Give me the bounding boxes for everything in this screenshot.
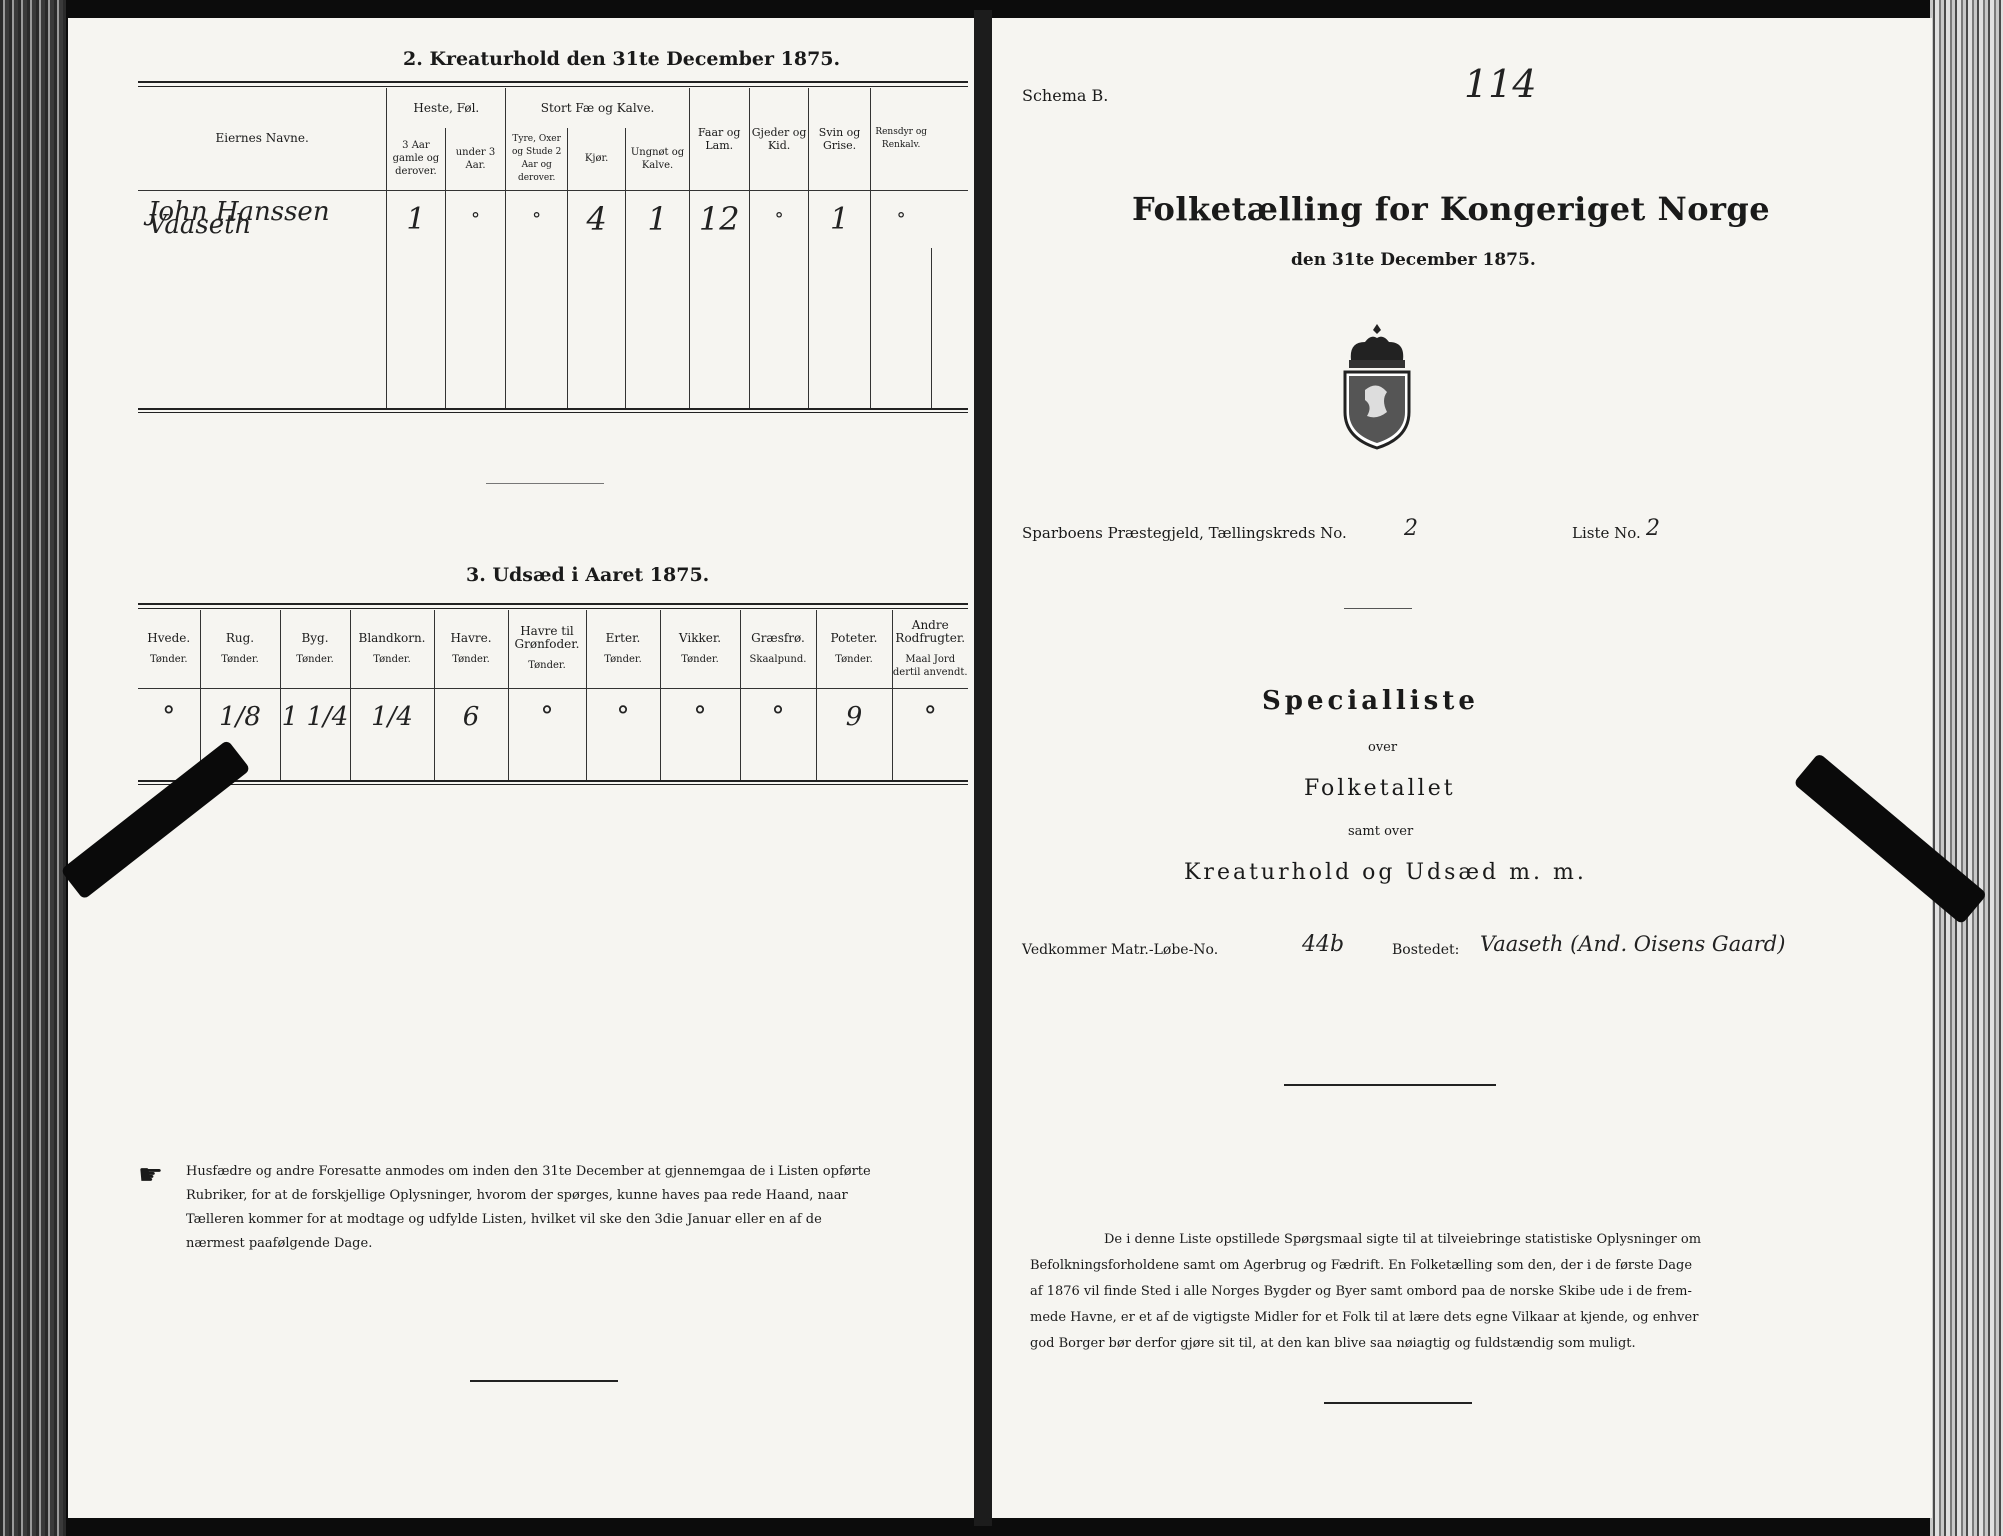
sowing-header-1 (200, 610, 280, 688)
subtitle: den 31te December 1875. (1291, 250, 1536, 270)
notice-line-4: nærmest paafølgende Dage. (186, 1236, 373, 1251)
gjeder-header: Gjeder og Kid. (749, 88, 809, 190)
sowing-header-name: Erter. (605, 630, 641, 645)
notice-line-3: Tælleren kommer for at modtage og udfylde Listen, hvilket vil ske den 3die Januar eller en af de (186, 1212, 822, 1227)
heading-kreaturhold: Kreaturhold og Udsæd m. m. (1184, 860, 1587, 885)
liste-no: 2 (1646, 516, 1660, 541)
sowing-header-name: Havre. (450, 630, 492, 645)
stort-a-cell: ° (506, 190, 568, 248)
sowing-header-unit: Tønder. (373, 653, 411, 665)
sowing-header-name: Havre til Grønfoder. (514, 624, 580, 652)
sowing-header-4 (434, 610, 508, 688)
kreds-no: 2 (1404, 516, 1418, 541)
schema-label: Schema B. (1022, 86, 1109, 105)
sowing-value-7: ° (660, 688, 740, 746)
sowing-header-5 (508, 610, 586, 688)
heste-header: Heste, Føl. (387, 88, 506, 128)
para-line-4: mede Havne, er et af de vigtigste Midler for et Folk til at lære dets egne Vilkaar at kjende, og enhver (1030, 1310, 1699, 1325)
rensdyr-cell: ° (870, 190, 932, 248)
stort-b-header: Kjør. (567, 128, 625, 190)
sowing-header-name: Græsfrø. (751, 630, 805, 645)
sowing-header-name: Poteter. (830, 630, 878, 645)
sowing-header-unit: Tønder. (149, 653, 188, 665)
sowing-header-unit: Tønder. (681, 653, 719, 665)
heste-b-cell: ° (445, 190, 506, 248)
pointing-hand-icon: ☛ (138, 1158, 164, 1191)
matr-label: Vedkommer Matr.-Løbe-No. (1022, 942, 1219, 958)
faar-cell: 12 (689, 190, 749, 248)
sowing-header-7 (660, 610, 740, 688)
sowing-header-name: Rug. (225, 630, 255, 645)
sowing-header-name: Hvede. (147, 630, 191, 645)
heste-b-header: under 3 Aar. (445, 128, 506, 190)
sowing-value-0: ° (138, 688, 200, 746)
book-edge-left (0, 0, 66, 1536)
parish-label: Sparboens Præstegjeld, Tællingskreds No. (1022, 524, 1347, 542)
right-page (984, 18, 1932, 1518)
stort-b-cell: 4 (567, 190, 625, 248)
sowing-header-name: Andre Rodfrugter. (895, 617, 966, 645)
stort-a-header: Tyre, Oxer og Stude 2 Aar og derover. (506, 128, 568, 190)
owner-header: Eiernes Navne. (138, 88, 387, 190)
sowing-header-unit: Maal Jord dertil anvendt. (892, 653, 968, 678)
sowing-value-4: 6 (434, 688, 508, 746)
livestock-table (138, 88, 968, 408)
over-1: over (1368, 740, 1398, 755)
section2-title: 2. Kreaturhold den 31te December 1875. (403, 48, 841, 70)
sowing-header-name: Blandkorn. (358, 630, 426, 645)
sowing-header-3 (350, 610, 434, 688)
para-line-2: Befolkningsforholdene samt om Agerbrug og Fædrift. En Folketælling som den, der i de første Dage (1030, 1258, 1693, 1273)
sowing-header-unit: Tønder. (221, 653, 259, 665)
main-title: Folketælling for Kongeriget Norge (1132, 190, 1771, 228)
notice-line-1: Husfædre og andre Foresatte anmodes om inden den 31te December at gjennemgaa de i Listen opførte (186, 1164, 871, 1179)
para-line-5: god Borger bør derfor gjøre sit til, at den kan blive saa nøiagtig og fuldstændig som muligt. (1030, 1336, 1636, 1351)
sowing-value-5: ° (508, 688, 586, 746)
rensdyr-header: Rensdyr og Renkalv. (870, 88, 932, 190)
page-number: 114 (1464, 62, 1537, 106)
sowing-header-9 (816, 610, 892, 688)
heading-specialliste: Specialliste (1262, 686, 1479, 716)
stort-header: Stort Fæ og Kalve. (506, 88, 689, 128)
sowing-header-8 (740, 610, 816, 688)
sowing-header-unit: Tønder. (528, 660, 566, 672)
sowing-value-3: 1/4 (350, 688, 434, 746)
sowing-header-unit: Tønder. (835, 653, 873, 665)
sowing-value-1: 1/8 (200, 688, 280, 746)
sowing-header-name: Vikker. (678, 630, 722, 645)
liste-label: Liste No. (1572, 524, 1641, 542)
sowing-value-10: ° (892, 688, 968, 746)
matr-no: 44b (1302, 932, 1345, 957)
sowing-header-0 (138, 610, 200, 688)
svin-header: Svin og Grise. (809, 88, 870, 190)
para-line-3: af 1876 vil finde Sted i alle Norges Bygder og Byer samt ombord paa de norske Skibe ude i de frem- (1030, 1284, 1692, 1299)
svin-cell: 1 (809, 190, 870, 248)
bosted-label: Bostedet: (1392, 942, 1460, 958)
section3-title: 3. Udsæd i Aaret 1875. (466, 564, 710, 586)
sowing-header-unit: Skaalpund. (749, 653, 807, 665)
gjeder-cell: ° (749, 190, 809, 248)
heading-folketallet: Folketallet (1304, 776, 1456, 801)
sowing-value-2: 1 1/4 (280, 688, 350, 746)
sowing-header-unit: Tønder. (604, 653, 642, 665)
para-line-1: De i denne Liste opstillede Spørgsmaal sigte til at tilveiebringe statistiske Oplysninger om (1104, 1232, 1702, 1247)
heste-a-cell: 1 (387, 190, 445, 248)
notice-line-2: Rubriker, for at de forskjellige Oplysninger, hvorom der spørges, kunne haves paa rede Haand, naar (186, 1188, 848, 1203)
stort-c-cell: 1 (626, 190, 689, 248)
owner-cell: John Hanssen Vaaseth (138, 190, 387, 248)
stort-c-header: Ungnøt og Kalve. (626, 128, 689, 190)
sowing-value-6: ° (586, 688, 660, 746)
faar-header: Faar og Lam. (689, 88, 749, 190)
book-edge-right (1930, 0, 2003, 1536)
sowing-header-name: Byg. (301, 630, 329, 645)
sowing-header-unit: Tønder. (452, 653, 490, 665)
book-gutter (974, 10, 992, 1526)
bosted-value: Vaaseth (And. Oisens Gaard) (1480, 932, 1786, 956)
sowing-header-unit: Tønder. (296, 653, 334, 665)
heste-a-header: 3 Aar gamle og derover. (387, 128, 445, 190)
coat-of-arms-icon (1337, 320, 1417, 450)
sowing-header-10 (892, 610, 968, 688)
sowing-table (138, 610, 968, 780)
sowing-value-8: ° (740, 688, 816, 746)
sowing-value-9: 9 (816, 688, 892, 746)
samt-over: samt over (1348, 824, 1414, 839)
sowing-header-2 (280, 610, 350, 688)
sowing-header-6 (586, 610, 660, 688)
